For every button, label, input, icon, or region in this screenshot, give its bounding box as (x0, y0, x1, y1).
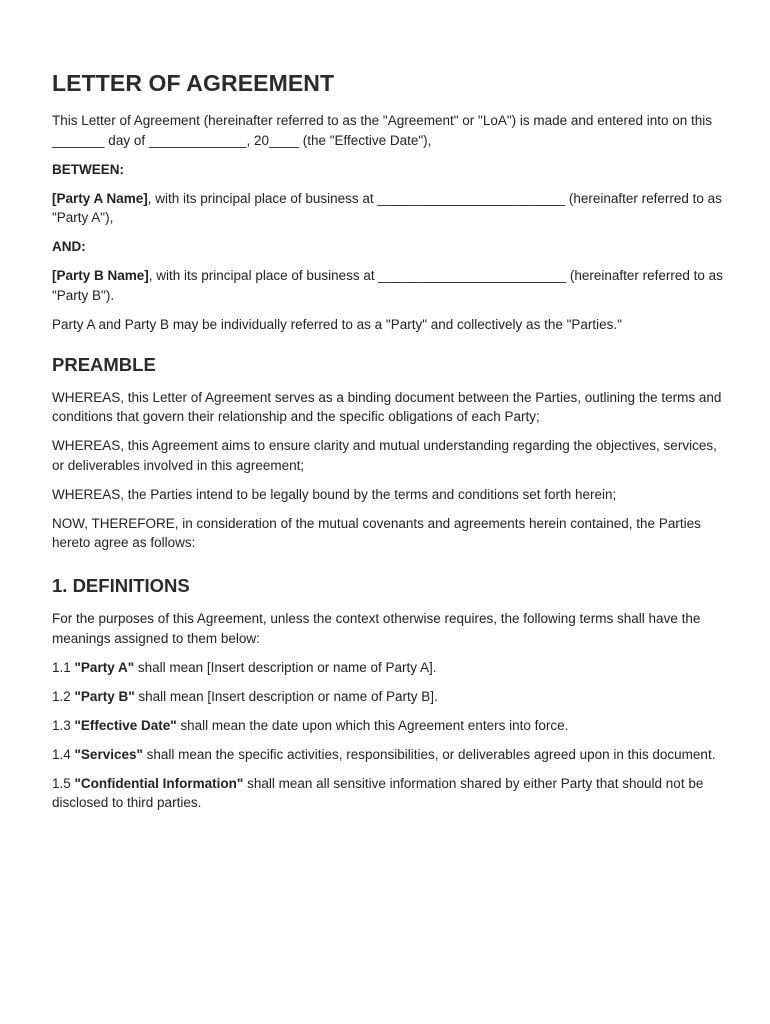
definitions-heading: 1. DEFINITIONS (52, 575, 190, 596)
party-a-name: [Party A Name] (52, 190, 148, 206)
definition-term: "Party B" (74, 688, 135, 704)
preamble-paragraph: NOW, THEREFORE, in consideration of the mutual covenants and agreements herein contained, the Parties hereto agree as follows: (52, 515, 701, 550)
preamble-heading: PREAMBLE (52, 353, 156, 375)
definition-text: shall mean [Insert description or name of Party B]. (134, 688, 438, 704)
definition-term: "Services" (74, 746, 143, 762)
intro-paragraph: This Letter of Agreement (hereinafter referred to as the "Agreement" or "LoA") is made and entered into on this _______ day of _____________, 20____ (the "Effective Date"), (52, 113, 713, 148)
definition-term: "Effective Date" (74, 717, 177, 733)
between-label: BETWEEN: (52, 161, 124, 177)
definition-text: shall mean the date upon which this Agreement enters into force. (176, 717, 569, 733)
party-a-text: , with its principal place of business at _________________________ (hereinafter referred to as "Party A"), (52, 190, 722, 225)
definition-text: shall mean all sensitive information shared by either Party that should not be disclosed to third parties. (52, 775, 704, 810)
preamble-paragraph: WHEREAS, this Agreement aims to ensure clarity and mutual understanding regarding the objectives, services, or deliverables involved in this agreement; (52, 438, 717, 473)
party-a-paragraph (52, 189, 724, 228)
definition-number: 1.2 (52, 688, 75, 704)
definition-text: shall mean [Insert description or name of Party A]. (134, 659, 437, 675)
definition-item (52, 745, 724, 765)
party-b-name: [Party B Name] (52, 268, 149, 283)
definitions-intro: For the purposes of this Agreement, unless the context otherwise requires, the following terms shall have the meanings assigned to them below: (52, 611, 701, 646)
document-title: LETTER OF AGREEMENT (52, 70, 335, 96)
party-b-text: , with its principal place of business at _________________________ (hereinafter referred to as "Party B"). (52, 268, 723, 303)
definition-number: 1.4 (52, 746, 75, 762)
definition-text: shall mean the specific activities, responsibilities, or deliverables agreed upon in this document. (142, 746, 716, 762)
preamble-paragraph: WHEREAS, the Parties intend to be legally bound by the terms and conditions set forth herein; (52, 486, 617, 502)
party-b-paragraph (52, 266, 724, 305)
preamble-paragraph: WHEREAS, this Letter of Agreement serves as a binding document between the Parties, outlining the terms and conditions that govern their relationship and the specific obligations of each Party; (52, 389, 722, 424)
definition-term: "Party A" (74, 659, 135, 675)
definition-item (52, 774, 724, 813)
and-label: AND: (52, 239, 86, 254)
parties-note: Party A and Party B may be individually referred to as a "Party" and collectively as the "Parties." (52, 316, 622, 332)
definition-number: 1.3 (52, 717, 75, 733)
definition-term: "Confidential Information" (74, 775, 244, 791)
document-page (52, 70, 724, 822)
definition-item (52, 687, 724, 707)
definition-item (52, 658, 724, 678)
definition-number: 1.1 (52, 659, 75, 675)
definition-number: 1.5 (52, 775, 75, 791)
definition-item (52, 716, 724, 736)
